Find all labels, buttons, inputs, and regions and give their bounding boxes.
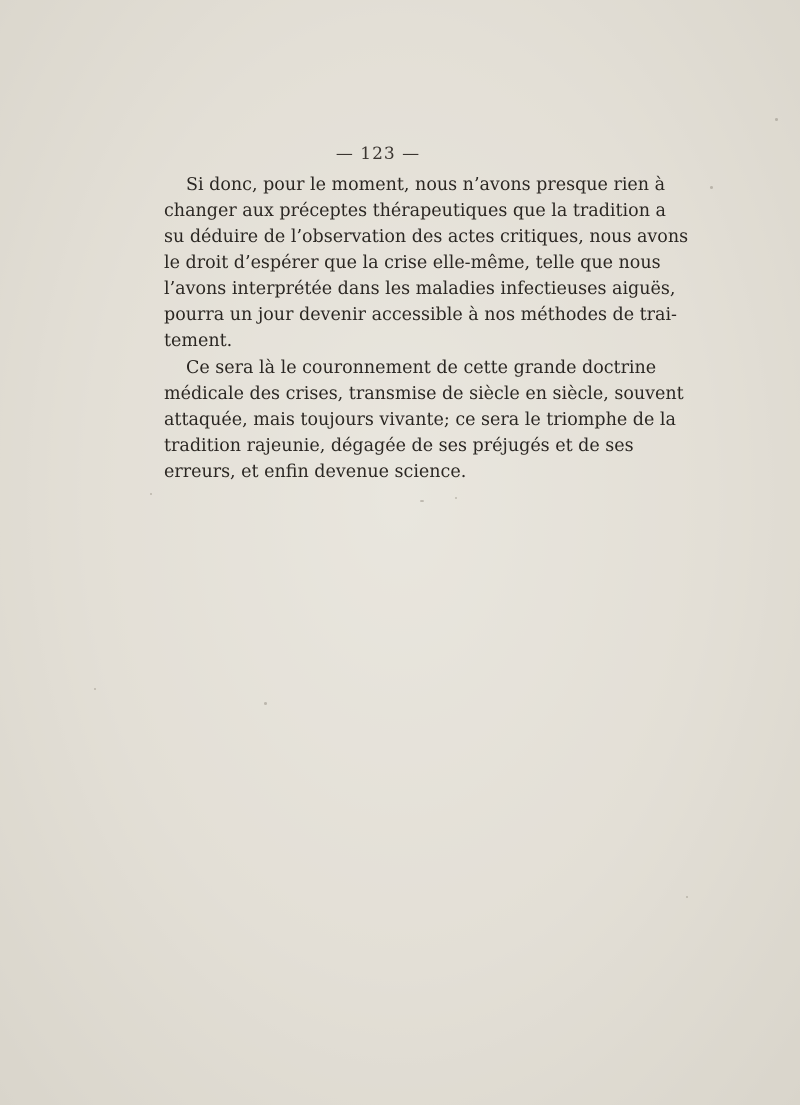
body-text bbox=[164, 172, 689, 485]
paper-speck bbox=[420, 500, 424, 502]
text-line: attaquée, mais toujours vivante; ce sera le triomphe de la bbox=[164, 410, 676, 430]
text-line: erreurs, et enfin devenue science. bbox=[164, 462, 467, 482]
paper-speck bbox=[710, 186, 713, 189]
text-line: tement. bbox=[164, 331, 233, 351]
paper-speck bbox=[455, 497, 457, 499]
text-line: su déduire de l’observation des actes critiques, nous avons bbox=[164, 227, 689, 247]
page-number: — 123 — bbox=[335, 144, 421, 164]
paper-speck bbox=[150, 493, 152, 495]
text-line: tradition rajeunie, dégagée de ses préjugés et de ses bbox=[164, 436, 634, 456]
text-line: l’avons interprétée dans les maladies infectieuses aiguës, bbox=[164, 279, 676, 299]
text-line: Si donc, pour le moment, nous n’avons presque rien à bbox=[186, 175, 666, 195]
text-line: pourra un jour devenir accessible à nos méthodes de trai- bbox=[164, 305, 677, 325]
text-line: médicale des crises, transmise de siècle en siècle, souvent bbox=[164, 384, 684, 404]
paragraph-1 bbox=[164, 172, 689, 354]
text-line: le droit d’espérer que la crise elle-même, telle que nous bbox=[164, 253, 661, 273]
paragraph-2 bbox=[164, 355, 684, 485]
paper-speck bbox=[94, 688, 96, 690]
paper-speck bbox=[264, 702, 267, 705]
paper-speck bbox=[686, 896, 688, 898]
text-line: Ce sera là le couronnement de cette grande doctrine bbox=[186, 358, 657, 378]
paper-speck bbox=[775, 118, 778, 121]
text-line: changer aux préceptes thérapeutiques que la tradition a bbox=[164, 201, 666, 221]
